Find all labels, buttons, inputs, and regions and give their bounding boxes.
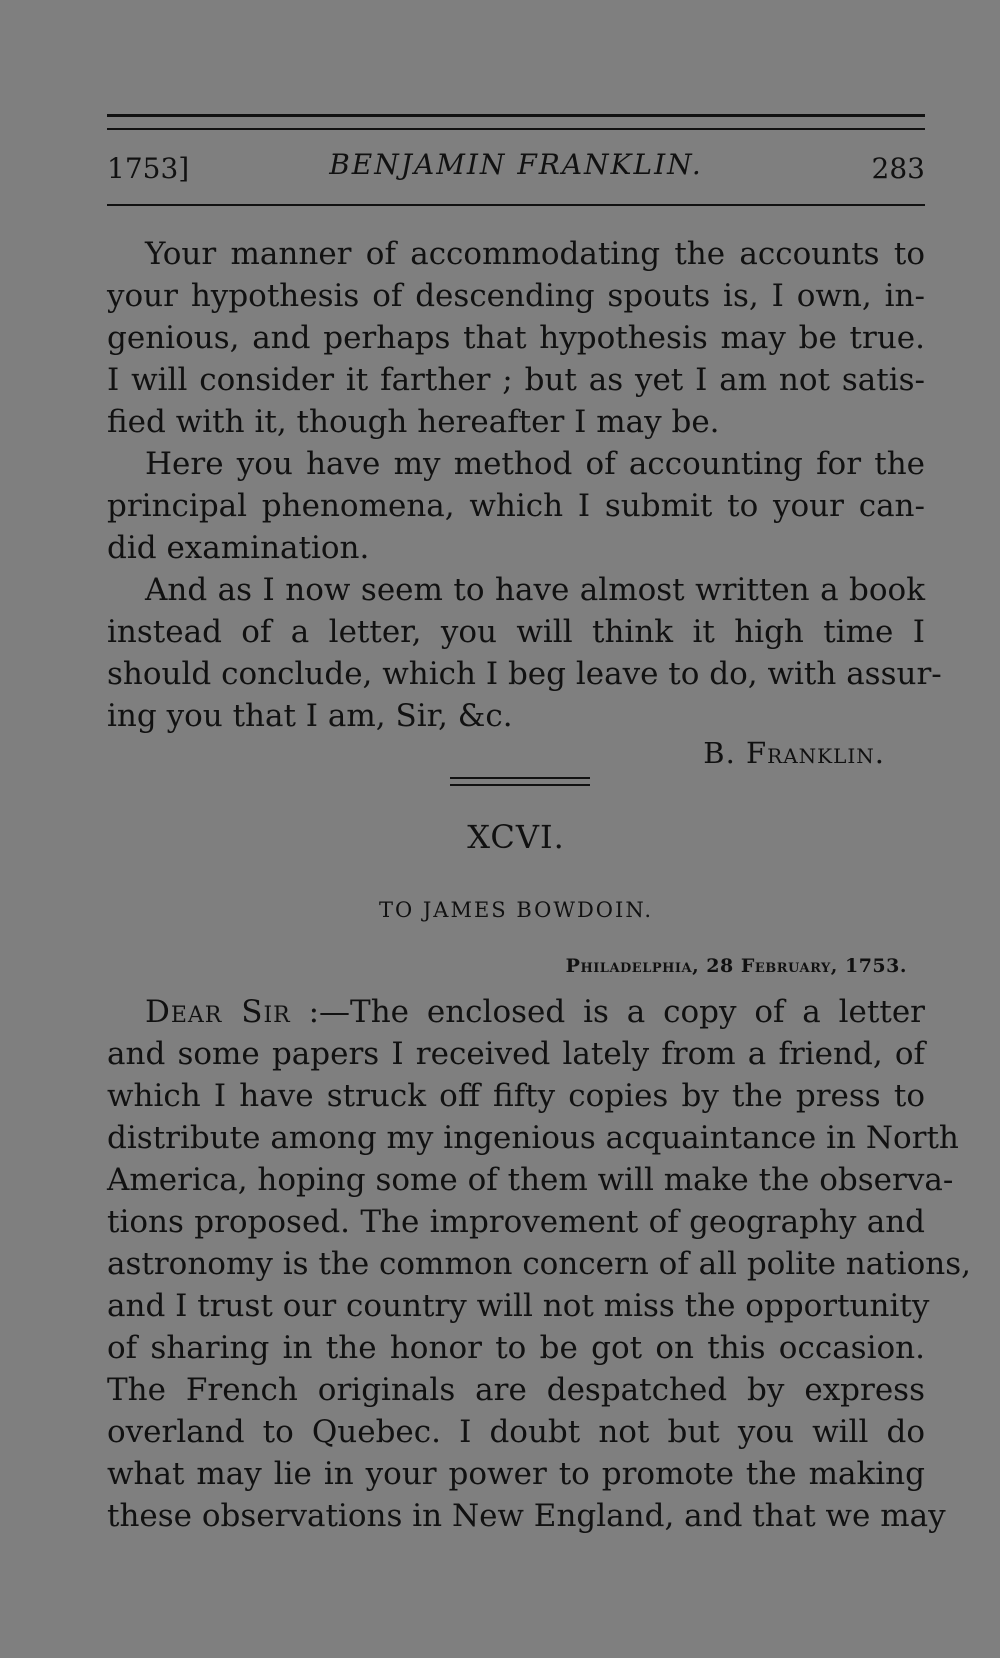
text-line: And as I now seem to have almost written a book — [145, 572, 925, 608]
text-line: and I trust our country will not miss the opportunity — [107, 1288, 930, 1324]
text-line: of sharing in the honor to be got on this occasion. — [107, 1330, 925, 1366]
running-head-year: 1753] — [107, 152, 190, 185]
text-line: America, hoping some of them will make the observa- — [107, 1162, 954, 1198]
addressee: TO JAMES BOWDOIN. — [378, 898, 654, 922]
paragraph-3 — [107, 569, 942, 737]
text-line: The French originals are despatched by express — [107, 1372, 925, 1408]
text-line: Here you have my method of accounting for the — [145, 446, 925, 482]
text-line: did examination. — [107, 530, 370, 566]
section-divider-top — [450, 777, 590, 779]
letter-body — [107, 991, 972, 1537]
first-line-text: :—The enclosed is a copy of a letter — [308, 994, 925, 1030]
text-line: ing you that I am, Sir, &c. — [107, 698, 513, 734]
salutation: Dear Sir — [145, 994, 291, 1030]
top-rule-thick — [107, 114, 925, 117]
text-line: should conclude, which I beg leave to do, with assur- — [107, 656, 942, 692]
running-head-title: BENJAMIN FRANKLIN. — [329, 148, 703, 181]
text-line: fied with it, though hereafter I may be. — [107, 404, 720, 440]
text-line: which I have struck off fifty copies by the press to — [107, 1078, 925, 1114]
text-line: Your manner of accommodating the accounts to — [145, 236, 925, 272]
text-line: these observations in New England, and that we may — [107, 1498, 946, 1534]
text-line: I will consider it farther ; but as yet I am not satis- — [107, 362, 925, 398]
text-line: tions proposed. The improvement of geography and — [107, 1204, 925, 1240]
paragraph-1 — [107, 233, 925, 443]
text-line: your hypothesis of descending spouts is, I own, in- — [107, 278, 925, 314]
signature: B. Franklin. — [703, 736, 885, 770]
letter-number: XCVI. — [467, 818, 565, 856]
top-rule-thin — [107, 128, 925, 130]
section-divider-bottom — [450, 784, 590, 786]
text-line: genious, and perhaps that hypothesis may be true. — [107, 320, 925, 356]
book-page — [107, 0, 972, 1658]
dateline: Philadelphia, 28 February, 1753. — [565, 955, 907, 977]
text-line: principal phenomena, which I submit to your can- — [107, 488, 925, 524]
text-line: overland to Quebec. I doubt not but you will do — [107, 1414, 925, 1450]
running-head — [107, 148, 925, 192]
paragraph-2 — [107, 443, 925, 569]
text-line: distribute among my ingenious acquaintance in North — [107, 1120, 959, 1156]
text-line: what may lie in your power to promote the making — [107, 1456, 925, 1492]
text-line: astronomy is the common concern of all polite nations, — [107, 1246, 972, 1282]
header-bottom-rule — [107, 204, 925, 206]
text-line: instead of a letter, you will think it high time I — [107, 614, 925, 650]
page-number: 283 — [871, 152, 925, 185]
text-line: and some papers I received lately from a friend, of — [107, 1036, 925, 1072]
text-line — [107, 991, 925, 1033]
